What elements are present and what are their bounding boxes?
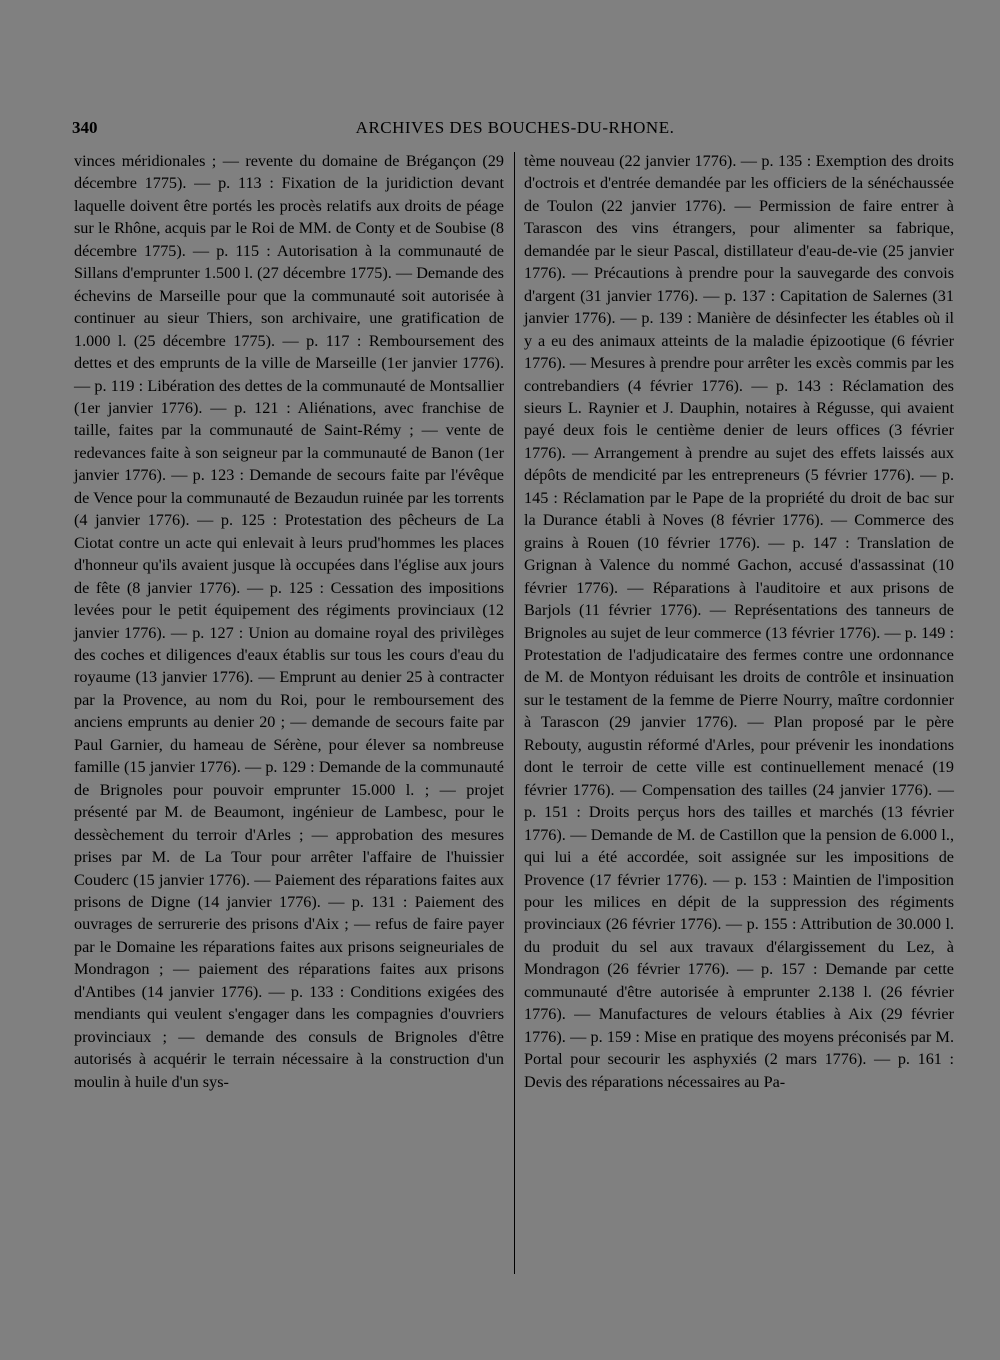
page-header <box>72 118 958 146</box>
column-divider <box>514 152 515 1274</box>
left-column-text: vinces méridionales ; — revente du domaine de Brégançon (29 décembre 1775). — p. 113 : Fixation de la juridiction devant laquelle doivent être portés les procès relatifs aux droits de péage sur le Rhône, acquis par le Roi de MM. de Conty et de Soubise (8 décembre 1775). — p. 115 : Autorisation à la communauté de Sillans d'emprunter 1.500 l. (27 décembre 1775). — Demande des échevins de Marseille pour que la communauté soit autorisée à continuer au sieur Thiers, son archivaire, une gratification de 1.000 l. (25 décembre 1775). — p. 117 : Remboursement des dettes et des emprunts de la ville de Marseille (1er janvier 1776). — p. 119 : Libération des dettes de la communauté de Montsallier (1er janvier 1776). — p. 121 : Aliénations, avec franchise de taille, faites par la communauté de Saint-Rémy ; — vente de redevances faite à son seigneur par la communauté de Banon (1er janvier 1776). — p. 123 : Demande de secours faite par l'évêque de Vence pour la communauté de Bezaudun ruinée par les torrents (4 janvier 1776). — p. 125 : Protestation des pêcheurs de La Ciotat contre un acte qui enlevait à leurs prud'hommes les places d'honneur qu'ils avaient jusque là occupées dans l'église aux jours de fête (8 janvier 1776). — p. 125 : Cessation des impositions levées pour le petit équipement des régiments provinciaux (12 janvier 1776). — p. 127 : Union au domaine royal des privilèges des coches et diligences d'eaux établis sur tous les cours d'eau du royaume (13 janvier 1776). — Emprunt au denier 25 à contracter par la Provence, au nom du Roi, pour le remboursement des anciens emprunts au denier 20 ; — demande de secours faite par Paul Garnier, du hameau de Sérène, pour élever sa nombreuse famille (15 janvier 1776). — p. 129 : Demande de la communauté de Brignoles pour pouvoir emprunter 15.000 l. ; — projet présenté par M. de Beaumont, ingénieur de Lambesc, pour le dessèchement du terroir d'Arles ; — approbation des mesures prises par M. de La Tour pour arrêter l'affaire de l'huissier Couderc (15 janvier 1776). — Paiement des réparations faites aux prisons de Digne (14 janvier 1776). — p. 131 : Paiement des ouvrages de serrurerie des prisons d'Aix ; — refus de faire payer par le Domaine les réparations faites aux prisons seigneuriales de Mondragon ; — paiement des réparations faites aux prisons d'Antibes (14 janvier 1776). — p. 133 : Conditions exigées des mendiants qui veulent s'engager dans les compagnies d'ouvriers provinciaux ; — demande des consuls de Brignoles d'être autorisés à acquérir le terrain nécessaire à la construction d'un moulin à huile d'un sys- <box>74 152 504 1091</box>
page-number: 340 <box>72 118 98 137</box>
left-column <box>74 150 504 1093</box>
running-title: ARCHIVES DES BOUCHES-DU-RHONE. <box>355 118 675 137</box>
right-column-text: tème nouveau (22 janvier 1776). — p. 135 : Exemption des droits d'octrois et d'entrée demandée par les officiers de la sénéchaussée de Toulon (22 janvier 1776). — Permission de faire entrer à Tarascon des vins étrangers, pour alimenter sa fabrique, demandée par le sieur Pascal, distillateur d'eau-de-vie (25 janvier 1776). — Précautions à prendre pour la sauvegarde des convois d'argent (31 janvier 1776). — p. 137 : Capitation de Salernes (31 janvier 1776). — p. 139 : Manière de désinfecter les étables où il y a eu des animaux atteints de la maladie épizootique (6 février 1776). — Mesures à prendre pour arrêter les excès commis par les contrebandiers (4 février 1776). — p. 143 : Réclamation des sieurs L. Raynier et J. Dauphin, notaires à Régusse, qui avaient payé deux fois le centième denier de leurs offices (3 février 1776). — Arrangement à prendre au sujet des effets laissés aux dépôts de mendicité par les entrepreneurs (5 février 1776). — p. 145 : Réclamation par le Pape de la propriété du droit de bac sur la Durance établi à Noves (8 février 1776). — Commerce des grains à Rouen (10 février 1776). — p. 147 : Translation de Grignan à Valence du nommé Gachon, accusé d'assassinat (10 février 1776). — Réparations à l'auditoire et aux prisons de Barjols (11 février 1776). — Représentations des tanneurs de Brignoles au sujet de leur commerce (13 février 1776). — p. 149 : Protestation de l'adjudicataire des fermes contre une ordonnance de M. de Montyon réduisant les droits de contrôle et insinuation sur le testament de la femme de Pierre Nourry, maître cordonnier à Tarascon (29 janvier 1776). — Plan proposé par le père Rebouty, augustin réformé d'Arles, pour prévenir les inondations dont le terroir de cette ville est continuellement menacé (19 février 1776). — Compensation des tailles (24 janvier 1776). — p. 151 : Droits perçus hors des tailles et marchés (13 février 1776). — Demande de M. de Castillon que la pension de 6.000 l., qui lui a été accordée, soit assignée sur les impositions de Provence (17 février 1776). — p. 153 : Maintien de l'imposition pour les milices en dépit de la suppression des régiments provinciaux (26 février 1776). — p. 155 : Attribution de 30.000 l. du produit du sel aux travaux d'élargissement du Lez, à Mondragon (26 février 1776). — p. 157 : Demande par cette communauté d'être autorisée à emprunter 2.138 l. (26 février 1776). — Manufactures de velours établies à Aix (29 février 1776). — p. 159 : Mise en pratique des moyens préconisés par M. Portal pour secourir les asphyxiés (2 mars 1776). — p. 161 : Devis des réparations nécessaires au Pa- <box>524 152 954 1091</box>
right-column <box>524 150 954 1093</box>
